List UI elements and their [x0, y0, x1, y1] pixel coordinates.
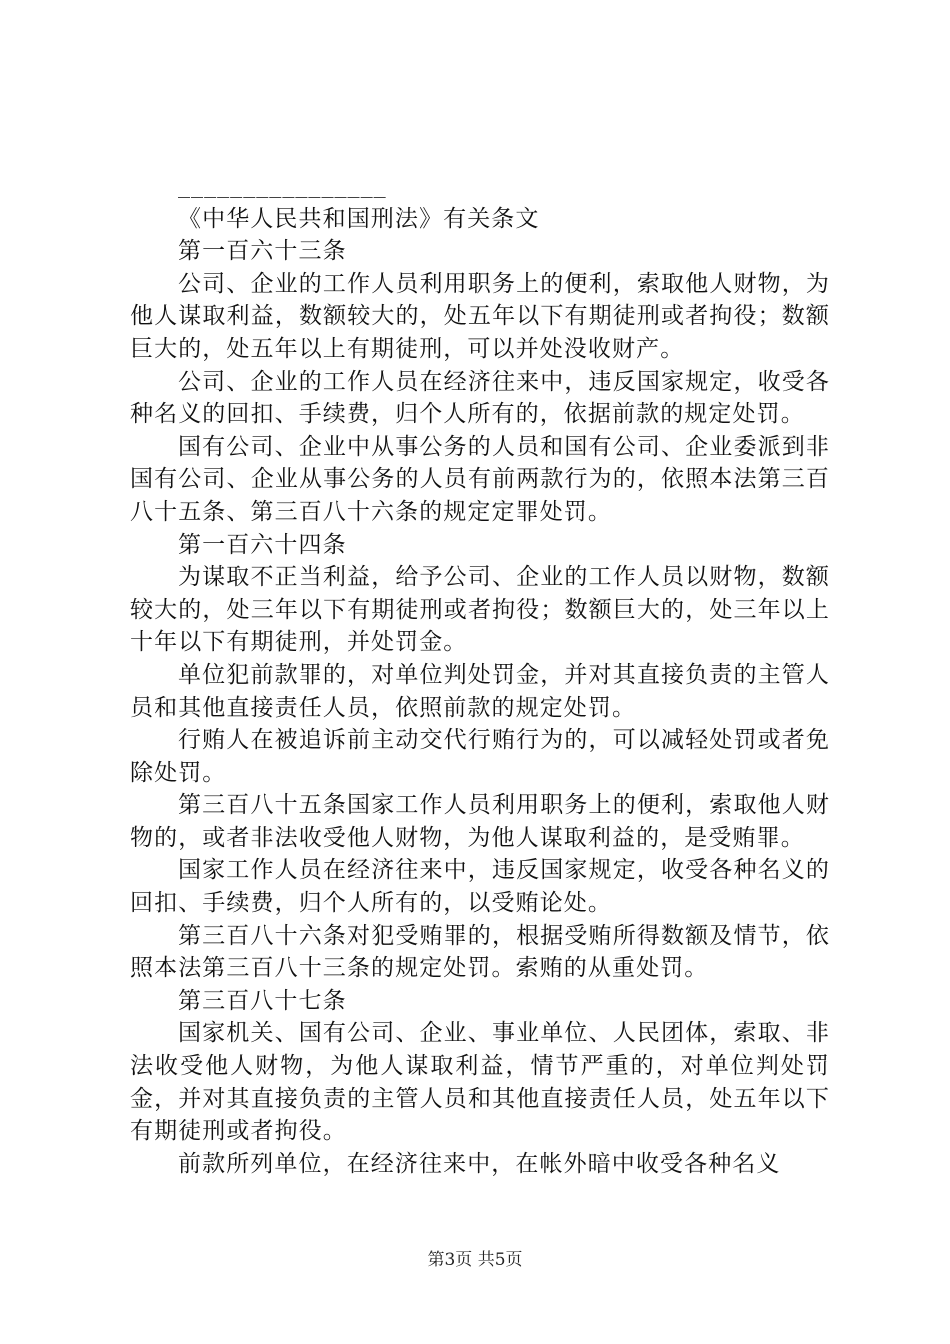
paragraph: 前款所列单位，在经济往来中，在帐外暗中收受各种名义 — [178, 1150, 781, 1177]
paragraph: 第三百八十六条对犯受贿罪的，根据受贿所得数额及情节，依照本法第三百八十三条的规定处罚。索贿的从重处罚。 — [130, 922, 830, 982]
separator-line: ________________ — [178, 174, 387, 198]
paragraph: 行贿人在被追诉前主动交代行贿行为的，可以减轻处罚或者免除处罚。 — [130, 727, 830, 786]
article-heading-164: 第一百六十四条 — [178, 531, 347, 558]
paragraph: 国家工作人员在经济往来中，违反国家规定，收受各种名义的回扣、手续费，归个人所有的，以受贿论处。 — [130, 857, 830, 917]
paragraph: 公司、企业的工作人员利用职务上的便利，索取他人财物，为他人谋取利益，数额较大的，处五年以下有期徒刑或者拘役；数额巨大的，处五年以上有期徒刑，可以并处没收财产。 — [130, 270, 830, 362]
paragraph: 国家机关、国有公司、企业、事业单位、人民团体，索取、非法收受他人财物，为他人谋取利益，情节严重的，对单位判处罚金，并对其直接负责的主管人员和其他直接责任人员，处五年以下有期徒刑或者拘役。 — [130, 1020, 830, 1145]
article-heading-387: 第三百八十七条 — [178, 987, 347, 1014]
paragraph: 国有公司、企业中从事公务的人员和国有公司、企业委派到非国有公司、企业从事公务的人员有前两款行为的，依照本法第三百八十五条、第三百八十六条的规定定罪处罚。 — [130, 433, 830, 525]
document-body — [130, 170, 830, 1180]
article-heading-163: 第一百六十三条 — [178, 238, 347, 265]
paragraph: 为谋取不正当利益，给予公司、企业的工作人员以财物，数额较大的，处三年以下有期徒刑或者拘役；数额巨大的，处三年以上十年以下有期徒刑，并处罚金。 — [130, 564, 830, 656]
page-footer: 第3页 共5页 — [427, 1250, 523, 1270]
doc-title: 《中华人民共和国刑法》有关条文 — [178, 205, 540, 232]
paragraph: 第三百八十五条国家工作人员利用职务上的便利，索取他人财物的，或者非法收受他人财物，为他人谋取利益的，是受贿罪。 — [130, 792, 830, 851]
paragraph: 单位犯前款罪的，对单位判处罚金，并对其直接负责的主管人员和其他直接责任人员，依照前款的规定处罚。 — [130, 661, 830, 721]
paragraph: 公司、企业的工作人员在经济往来中，违反国家规定，收受各种名义的回扣、手续费，归个人所有的，依据前款的规定处罚。 — [130, 368, 830, 428]
